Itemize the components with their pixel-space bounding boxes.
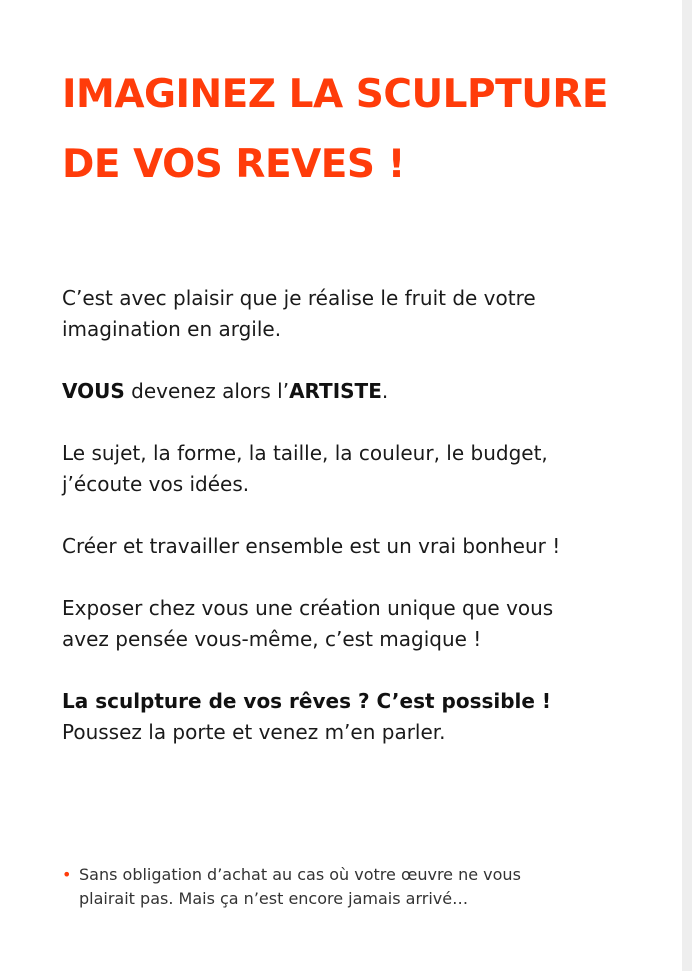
cta-headline: La sculpture de vos rêves ? C’est possible ! <box>62 689 552 713</box>
paragraph-cta <box>62 686 662 748</box>
paragraph-ideas-line-2: j’écoute vos idées. <box>62 472 250 496</box>
bullet-icon: • <box>62 865 72 884</box>
page-title <box>62 60 662 200</box>
paragraph-together <box>62 531 662 562</box>
footnote-line-2: plairait pas. Mais ça n’est encore jamais arrivé… <box>79 889 469 908</box>
footnote-line-1: Sans obligation d’achat au cas où votre œuvre ne vous <box>79 865 521 884</box>
cta-text: Poussez la porte et venez m’en parler. <box>62 720 446 744</box>
paragraph-together-text: Créer et travailler ensemble est un vrai bonheur ! <box>62 534 561 558</box>
paragraph-unique-line-2: avez pensée vous-même, c’est magique ! <box>62 627 482 651</box>
paragraph-artist-text: devenez alors l’ <box>124 379 290 403</box>
paragraph-intro <box>62 283 662 345</box>
viewer-gutter <box>682 0 692 971</box>
paragraph-intro-line-2: imagination en argile. <box>62 317 282 341</box>
emphasis-vous: VOUS <box>62 379 125 403</box>
footnote <box>62 863 639 911</box>
paragraph-unique <box>62 593 662 655</box>
title-line-2: DE VOS REVES ! <box>62 142 405 187</box>
paragraph-ideas-line-1: Le sujet, la forme, la taille, la couleur, le budget, <box>62 441 548 465</box>
paragraph-intro-line-1: C’est avec plaisir que je réalise le fruit de votre <box>62 286 536 310</box>
body-text <box>62 283 662 779</box>
title-line-1: IMAGINEZ LA SCULPTURE <box>62 72 609 117</box>
emphasis-artiste: ARTISTE <box>289 379 382 403</box>
paragraph-unique-line-1: Exposer chez vous une création unique que vous <box>62 596 554 620</box>
paragraph-artist-end: . <box>381 379 389 403</box>
paragraph-ideas <box>62 438 662 500</box>
paragraph-artist <box>62 376 662 407</box>
